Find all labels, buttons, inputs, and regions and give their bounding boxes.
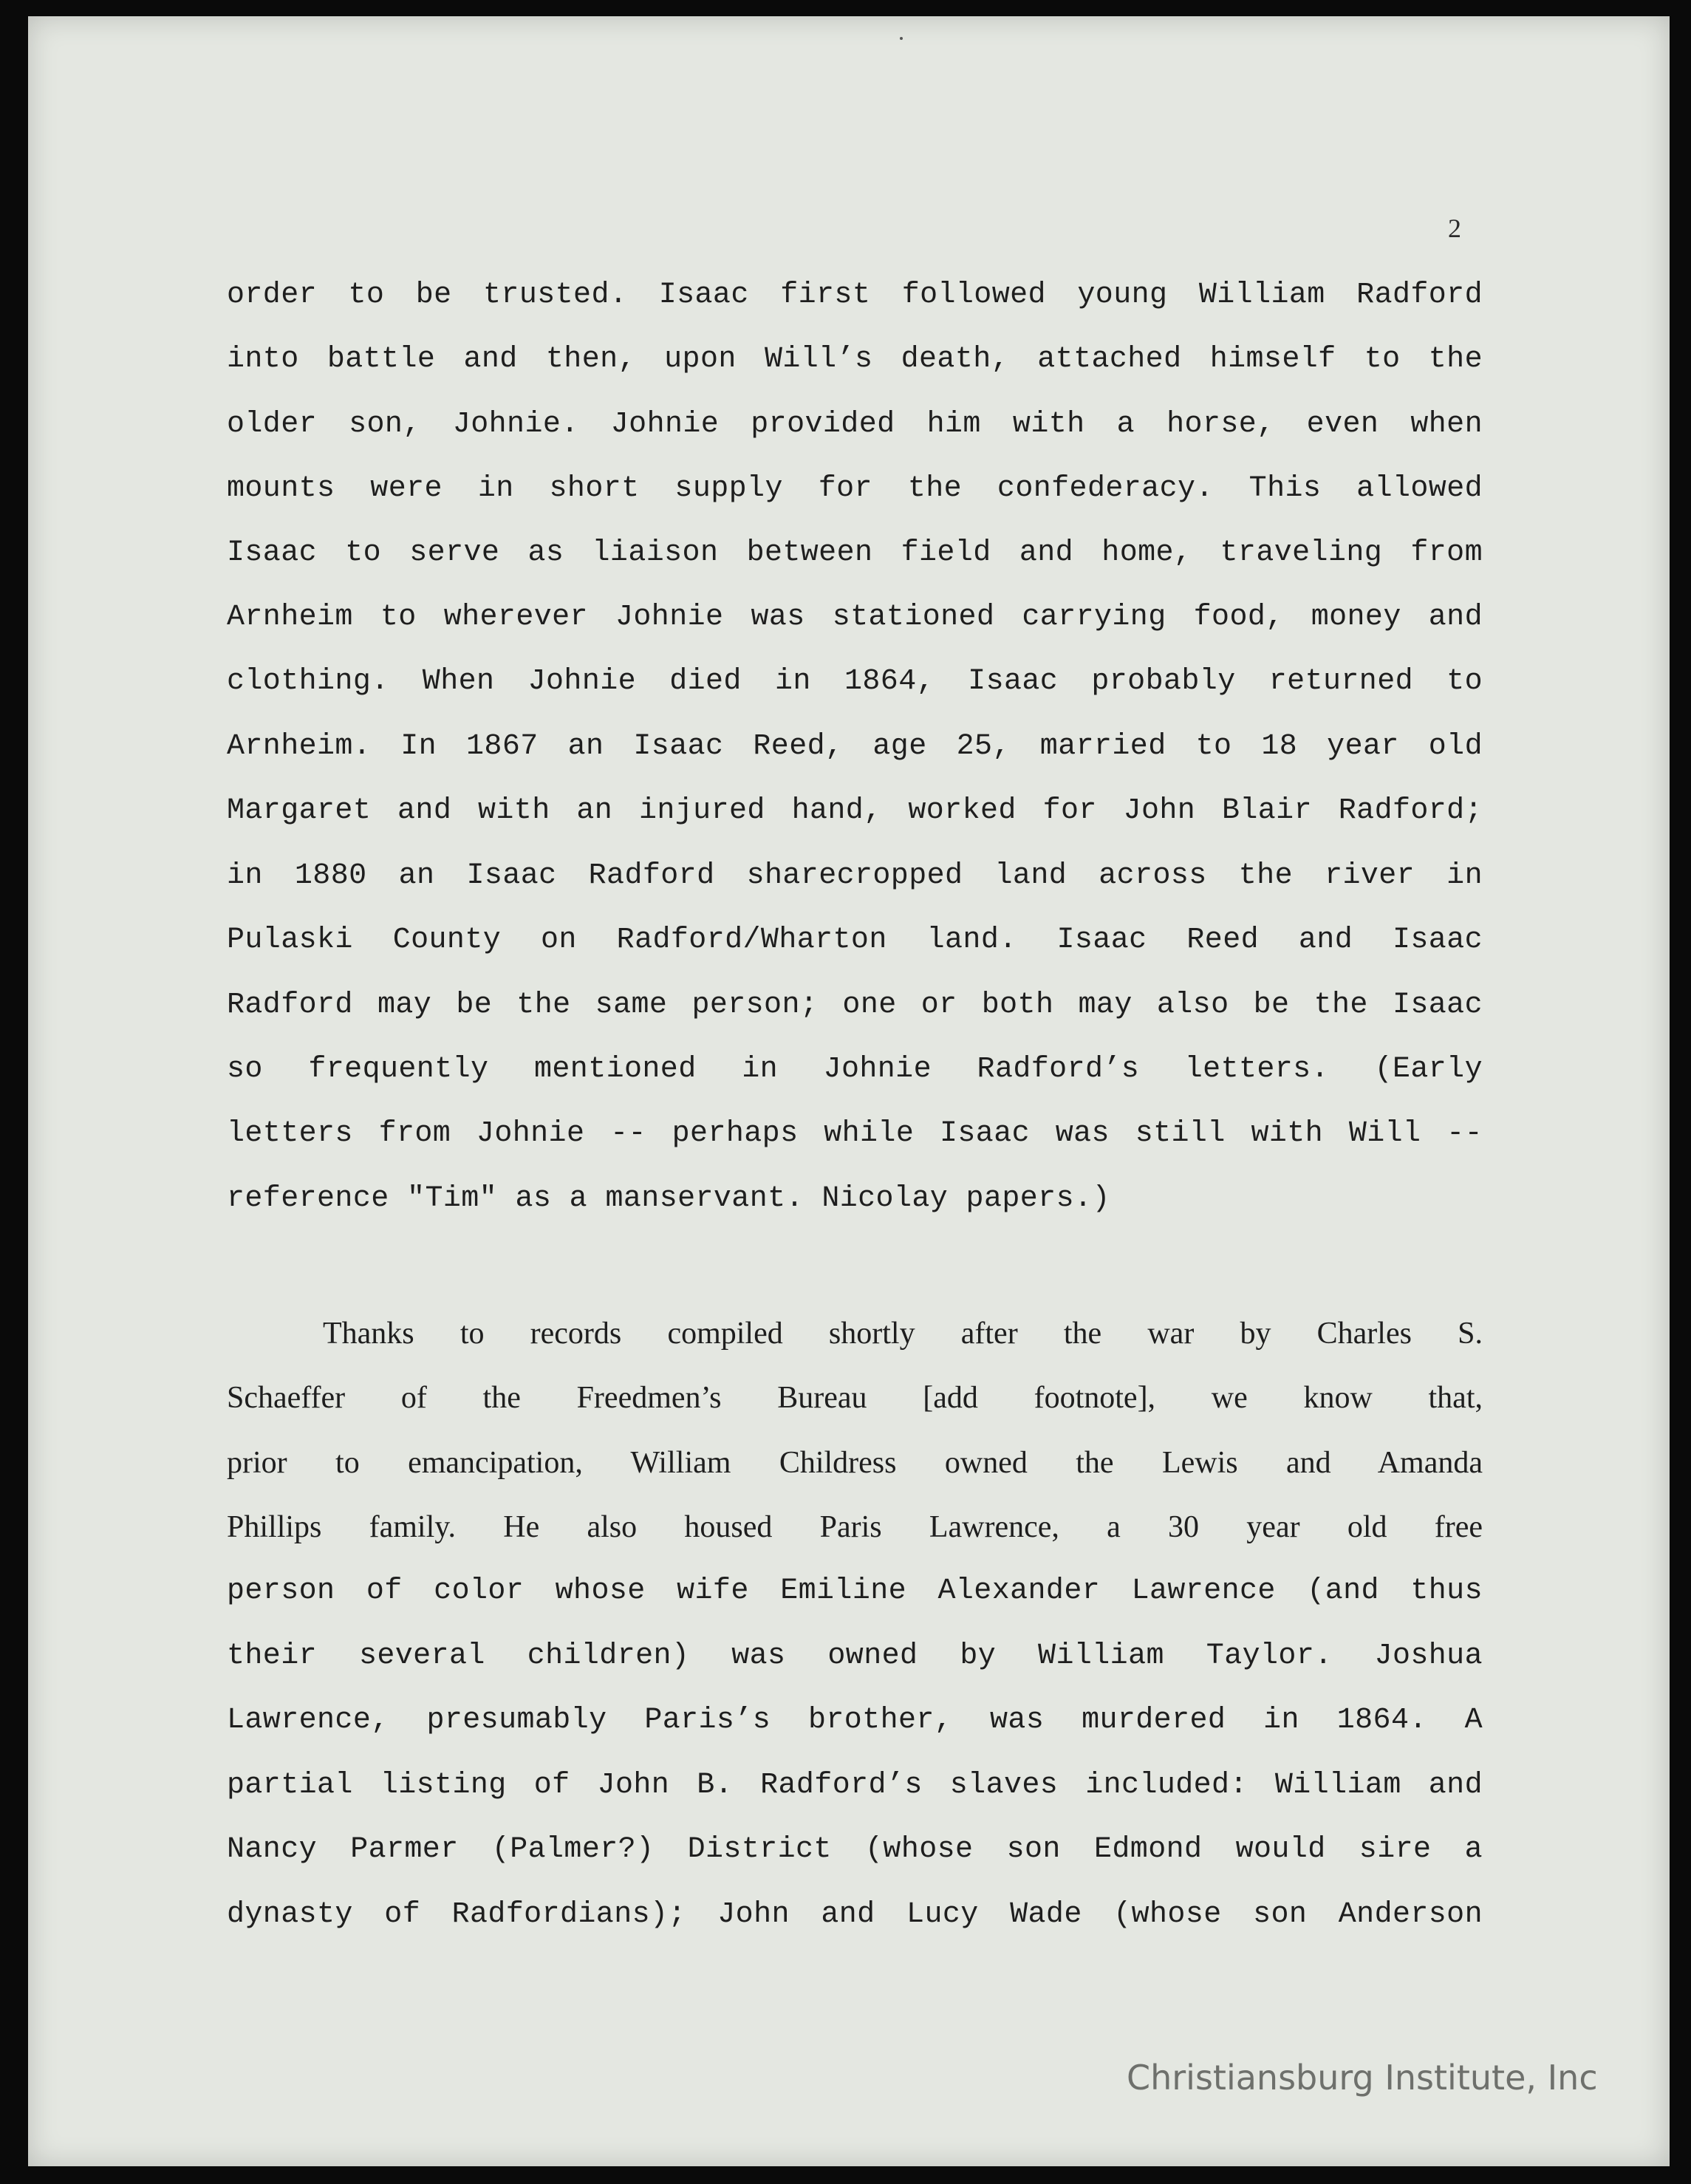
text-line: Thanks to records compiled shortly after the war by Charles S.	[323, 1317, 1483, 1351]
text-line: Phillips family. He also housed Paris Lawrence, a 30 year old free	[227, 1510, 1483, 1544]
text-line: Arnheim. In 1867 an Isaac Reed, age 25, married to 18 year old	[227, 730, 1483, 763]
text-line: into battle and then, upon Will’s death, attached himself to the	[227, 343, 1483, 376]
text-line: so frequently mentioned in Johnie Radford’s letters. (Early	[227, 1053, 1483, 1086]
text-line: Nancy Parmer (Palmer?) District (whose son Edmond would sire a	[227, 1833, 1483, 1866]
text-line: mounts were in short supply for the confederacy. This allowed	[227, 472, 1483, 505]
text-line: Isaac to serve as liaison between field and home, traveling from	[227, 536, 1483, 570]
text-line: partial listing of John B. Radford’s slaves included: William and	[227, 1769, 1483, 1802]
watermark: Christiansburg Institute, Inc	[1127, 2058, 1598, 2098]
text-line: Pulaski County on Radford/Wharton land. Isaac Reed and Isaac	[227, 924, 1483, 957]
page-number: 2	[1448, 214, 1461, 243]
text-line: their several children) was owned by William Taylor. Joshua	[227, 1639, 1483, 1673]
text-line: dynasty of Radfordians); John and Lucy Wade (whose son Anderson	[227, 1898, 1483, 1931]
text-line: letters from Johnie -- perhaps while Isaac was still with Will --	[227, 1117, 1483, 1150]
text-line: reference "Tim" as a manservant. Nicolay papers.)	[227, 1182, 1110, 1215]
text-line: Schaeffer of the Freedmen’s Bureau [add footnote], we know that,	[227, 1381, 1483, 1415]
text-line: prior to emancipation, William Childress owned the Lewis and Amanda	[227, 1446, 1483, 1480]
text-line: older son, Johnie. Johnie provided him with a horse, even when	[227, 408, 1483, 441]
text-line: Lawrence, presumably Paris’s brother, was murdered in 1864. A	[227, 1704, 1483, 1737]
paper-mark	[900, 37, 903, 40]
text-line: person of color whose wife Emiline Alexander Lawrence (and thus	[227, 1574, 1483, 1608]
text-line: Margaret and with an injured hand, worked for John Blair Radford;	[227, 794, 1483, 827]
text-line: Arnheim to wherever Johnie was stationed carrying food, money and	[227, 601, 1483, 634]
text-line: Radford may be the same person; one or both may also be the Isaac	[227, 989, 1483, 1022]
text-line: in 1880 an Isaac Radford sharecropped land across the river in	[227, 859, 1483, 893]
text-line: order to be trusted. Isaac first followed young William Radford	[227, 279, 1483, 312]
text-line: clothing. When Johnie died in 1864, Isaac probably returned to	[227, 665, 1483, 698]
